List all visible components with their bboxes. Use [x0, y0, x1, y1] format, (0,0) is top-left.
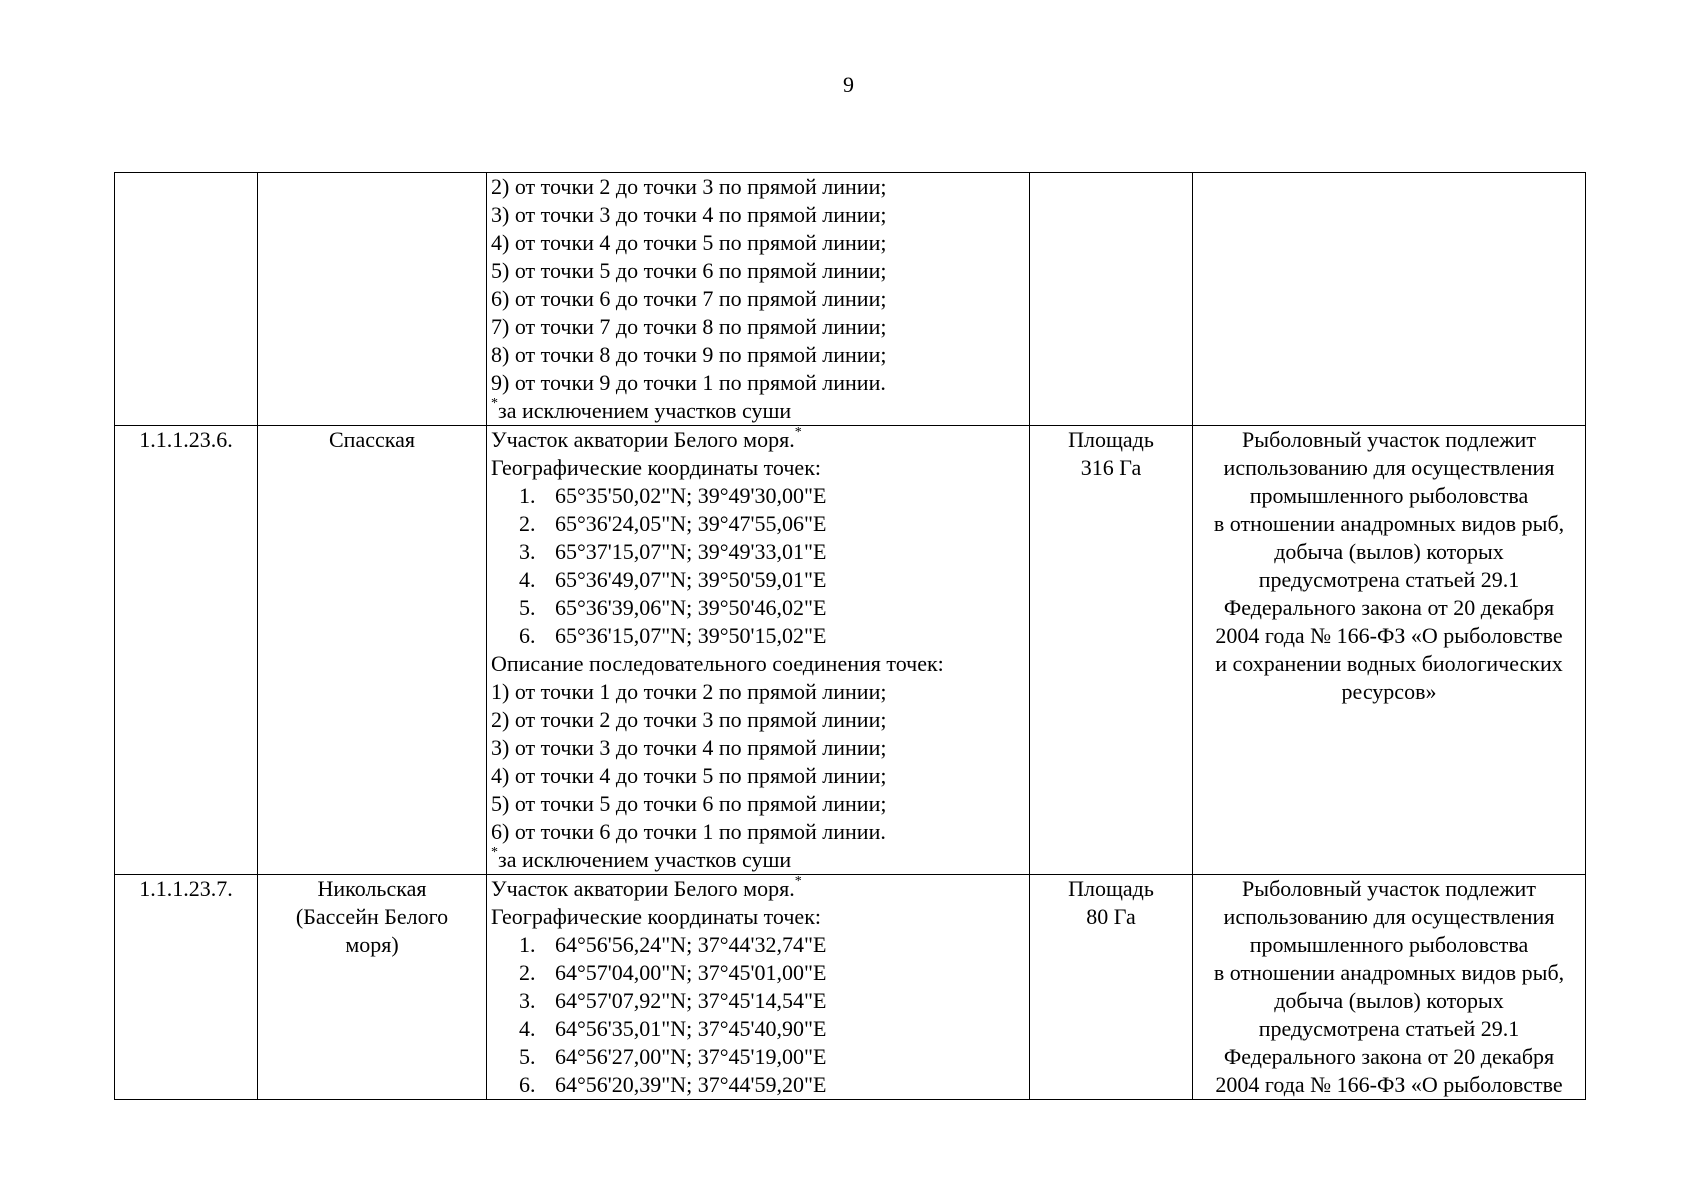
coordinates-label: Географические координаты точек: [491, 904, 821, 929]
footnote-text: за исключением участков суши [498, 398, 792, 423]
point-index: 5. [519, 595, 536, 620]
point-index: 6. [519, 1072, 536, 1097]
footnote-marker: * [491, 396, 498, 411]
note-line: Рыболовный участок подлежит [1242, 427, 1536, 452]
point-index: 3. [519, 539, 536, 564]
coordinate-point [491, 987, 1025, 1015]
footnote-marker: * [794, 874, 802, 889]
point-index: 4. [519, 567, 536, 592]
point-coordinates: 64°57'04,00"N; 37°45'01,00"E [555, 960, 827, 985]
connection-step: 3) от точки 3 до точки 4 по прямой линии; [491, 735, 887, 760]
description-cell [487, 426, 1030, 875]
note-line: в отношении анадромных видов рыб, [1213, 960, 1565, 985]
point-coordinates: 64°57'07,92"N; 37°45'14,54"E [555, 988, 827, 1013]
note-line: промышленного рыболовства [1249, 932, 1529, 957]
area-name-line: Никольская [317, 876, 427, 901]
note-line: Федерального закона от 20 декабря [1223, 595, 1555, 620]
area-name-line: (Бассейн Белого [295, 904, 449, 929]
point-index: 2. [519, 511, 536, 536]
coordinate-point [491, 482, 1025, 510]
description-heading [491, 426, 1025, 454]
point-coordinates: 65°37'15,07"N; 39°49'33,01"E [555, 539, 827, 564]
table-row [115, 173, 1586, 426]
connection-step: 6) от точки 6 до точки 7 по прямой линии; [491, 286, 887, 311]
point-coordinates: 64°56'56,24"N; 37°44'32,74"E [555, 932, 827, 957]
footnote-marker: * [491, 845, 498, 860]
coordinate-point [491, 1015, 1025, 1043]
area-value-line: Площадь [1068, 876, 1154, 901]
description-heading [491, 875, 1025, 903]
coordinate-point [491, 931, 1025, 959]
area-value-line: 80 Га [1086, 904, 1136, 929]
row-number-cell [115, 426, 258, 875]
connection-step: 4) от точки 4 до точки 5 по прямой линии; [491, 763, 887, 788]
description-cell [487, 173, 1030, 426]
area-name-line: Спасская [329, 427, 415, 452]
point-coordinates: 64°56'27,00"N; 37°45'19,00"E [555, 1044, 827, 1069]
connection-step: 8) от точки 8 до точки 9 по прямой линии; [491, 342, 887, 367]
footnote [491, 397, 1025, 425]
note-line: Федерального закона от 20 декабря [1223, 1044, 1555, 1069]
note-line: 2004 года № 166-ФЗ «О рыболовстве [1215, 623, 1563, 648]
note-line: 2004 года № 166-ФЗ «О рыболовстве [1215, 1072, 1563, 1097]
connection-step: 1) от точки 1 до точки 2 по прямой линии; [491, 679, 887, 704]
coordinate-point [491, 1071, 1025, 1099]
note-cell [1193, 173, 1586, 426]
area-name-cell [258, 426, 487, 875]
point-index: 1. [519, 483, 536, 508]
area-value-line: 316 Га [1080, 455, 1142, 480]
connection-step: 9) от точки 9 до точки 1 по прямой линии. [491, 370, 886, 395]
area-cell [1030, 875, 1193, 1100]
connection-step: 4) от точки 4 до точки 5 по прямой линии; [491, 230, 887, 255]
note-cell [1193, 426, 1586, 875]
point-index: 5. [519, 1044, 536, 1069]
coordinate-point [491, 594, 1025, 622]
coordinates-label: Географические координаты точек: [491, 455, 821, 480]
coordinate-point [491, 538, 1025, 566]
heading-text: Участок акватории Белого моря. [491, 876, 795, 901]
footnote-marker: * [794, 425, 802, 440]
description-cell [487, 875, 1030, 1100]
row-number-cell [115, 875, 258, 1100]
point-coordinates: 65°36'24,05"N; 39°47'55,06"E [555, 511, 827, 536]
row-number-cell [115, 173, 258, 426]
table-row [115, 426, 1586, 875]
heading-text: Участок акватории Белого моря. [491, 427, 795, 452]
point-coordinates: 65°36'39,06"N; 39°50'46,02"E [555, 595, 827, 620]
point-index: 4. [519, 1016, 536, 1041]
point-coordinates: 65°36'15,07"N; 39°50'15,02"E [555, 623, 827, 648]
point-coordinates: 65°35'50,02"N; 39°49'30,00"E [555, 483, 827, 508]
note-line: использованию для осуществления [1223, 455, 1555, 480]
point-index: 6. [519, 623, 536, 648]
coordinate-point [491, 1043, 1025, 1071]
area-cell [1030, 173, 1193, 426]
connection-step: 2) от точки 2 до точки 3 по прямой линии; [491, 174, 887, 199]
row-number: 1.1.1.23.7. [139, 876, 233, 901]
connection-step: 6) от точки 6 до точки 1 по прямой линии. [491, 819, 886, 844]
note-line: добыча (вылов) которых [1274, 539, 1504, 564]
note-cell [1193, 875, 1586, 1100]
note-line: добыча (вылов) которых [1274, 988, 1504, 1013]
connection-step: 5) от точки 5 до точки 6 по прямой линии; [491, 258, 887, 283]
coordinate-point [491, 566, 1025, 594]
coordinate-point [491, 622, 1025, 650]
area-value-line: Площадь [1068, 427, 1154, 452]
coordinate-point [491, 959, 1025, 987]
point-coordinates: 64°56'35,01"N; 37°45'40,90"E [555, 1016, 827, 1041]
table-row [115, 875, 1586, 1100]
point-coordinates: 64°56'20,39"N; 37°44'59,20"E [555, 1072, 827, 1097]
point-index: 1. [519, 932, 536, 957]
note-line: предусмотрена статьей 29.1 [1258, 567, 1520, 592]
note-line: ресурсов» [1341, 679, 1437, 704]
area-name-line: моря) [345, 932, 399, 957]
note-line: Рыболовный участок подлежит [1242, 876, 1536, 901]
area-cell [1030, 426, 1193, 875]
point-index: 2. [519, 960, 536, 985]
connection-step: 7) от точки 7 до точки 8 по прямой линии; [491, 314, 887, 339]
area-name-cell [258, 875, 487, 1100]
point-coordinates: 65°36'49,07"N; 39°50'59,01"E [555, 567, 827, 592]
connection-label: Описание последовательного соединения точек: [491, 651, 944, 676]
connection-step: 3) от точки 3 до точки 4 по прямой линии; [491, 202, 887, 227]
row-number: 1.1.1.23.6. [139, 427, 233, 452]
page-number: 9 [843, 72, 854, 97]
point-index: 3. [519, 988, 536, 1013]
area-name-cell [258, 173, 487, 426]
connection-step: 5) от точки 5 до точки 6 по прямой линии; [491, 791, 887, 816]
fishing-areas-table [114, 172, 1586, 1100]
coordinate-point [491, 510, 1025, 538]
footnote [491, 846, 1025, 874]
note-line: в отношении анадромных видов рыб, [1213, 511, 1565, 536]
note-line: использованию для осуществления [1223, 904, 1555, 929]
note-line: промышленного рыболовства [1249, 483, 1529, 508]
connection-step: 2) от точки 2 до точки 3 по прямой линии; [491, 707, 887, 732]
footnote-text: за исключением участков суши [498, 847, 792, 872]
note-line: и сохранении водных биологических [1215, 651, 1563, 676]
note-line: предусмотрена статьей 29.1 [1258, 1016, 1520, 1041]
